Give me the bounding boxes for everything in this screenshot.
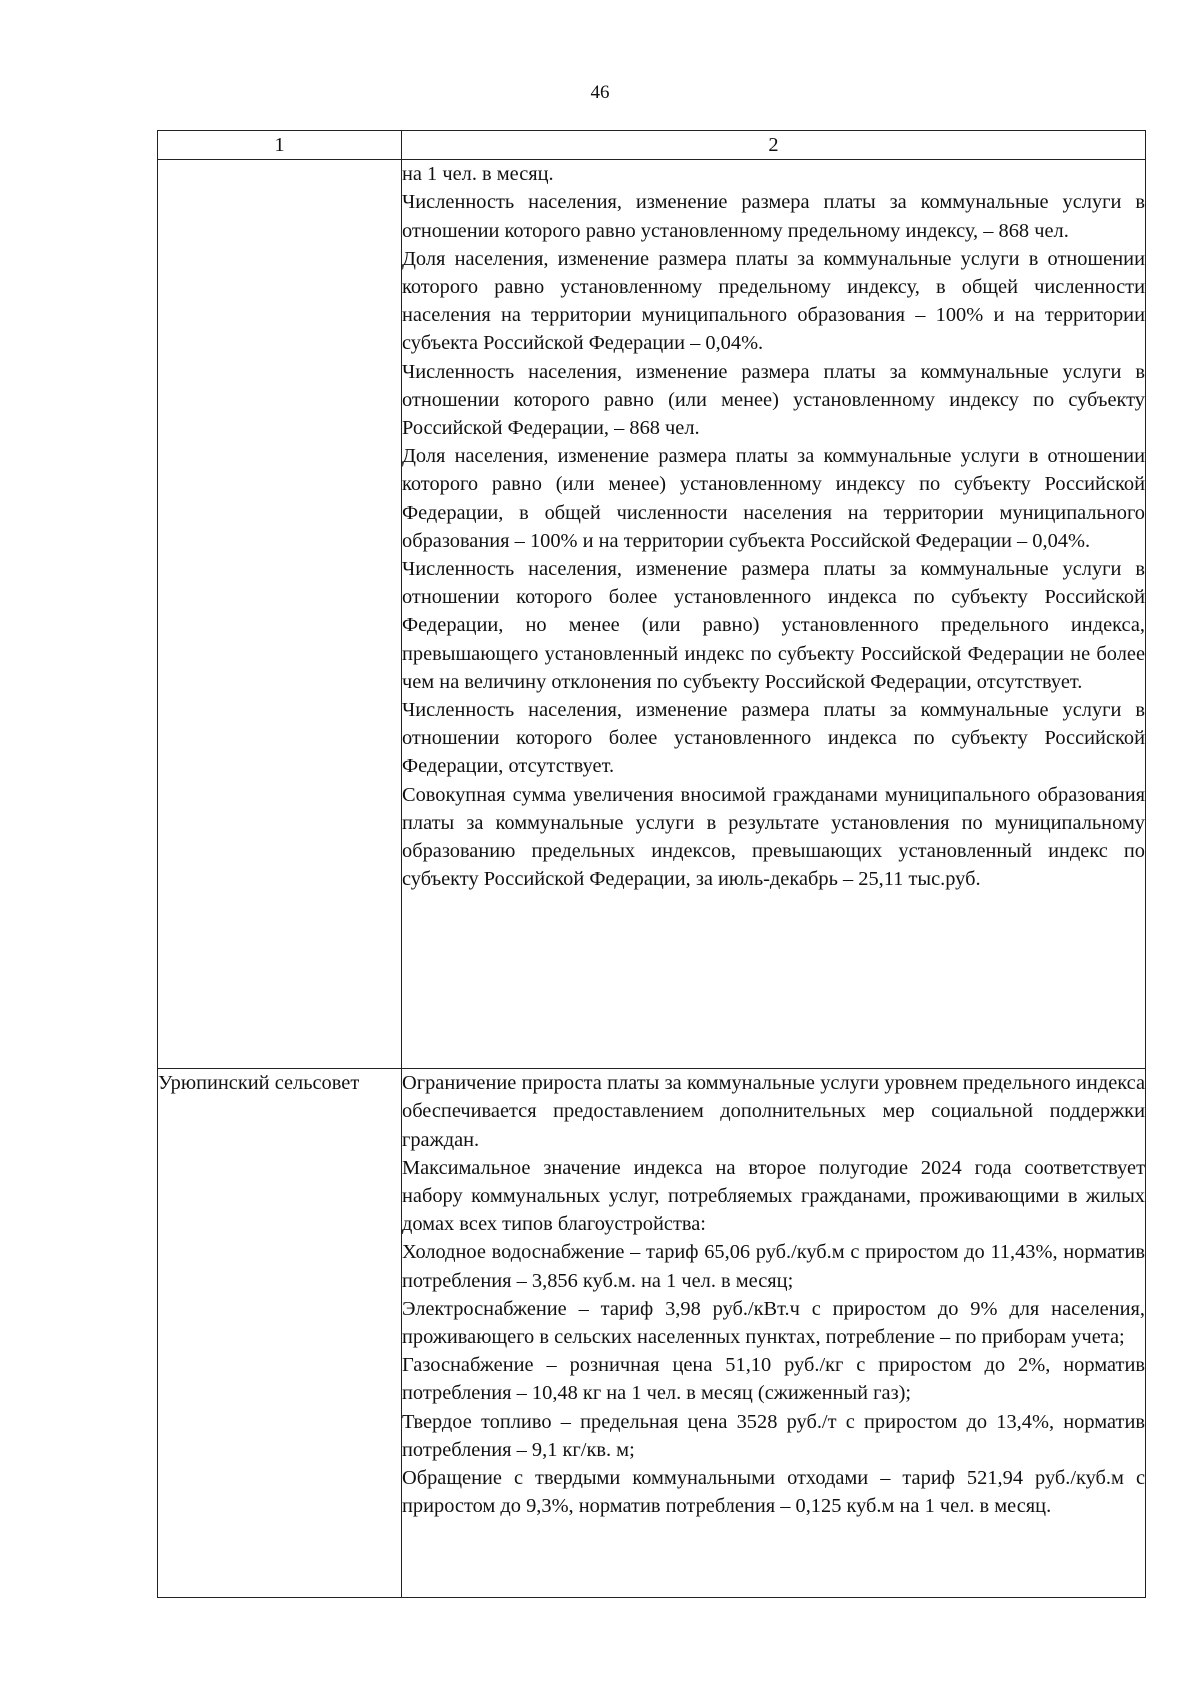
paragraph: Обращение с твердыми коммунальными отходами – тариф 521,94 руб./куб.м с приростом до 9,3%, норматив потребления – 0,125 куб.м на 1 чел. в месяц. [402, 1467, 1145, 1518]
paragraph: Доля населения, изменение размера платы за коммунальные услуги в отношении которого равно (или менее) установленному индексу по субъекту Российской Федерации, в общей численности населения на территории муниципального образования – 100% и на территории субъекта Российской Федерации – 0,04%. [402, 445, 1145, 552]
paragraph: Совокупная сумма увеличения вносимой гражданами муниципального образования платы за коммунальные услуги в результате установления по муниципальному образованию предельных индексов, превышающих установленный индекс по субъекту Российской Федерации, за июль-декабрь – 25,11 тыс.руб. [402, 783, 1145, 891]
paragraph: на 1 чел. в месяц. [402, 163, 554, 186]
paragraph: Электроснабжение – тариф 3,98 руб./кВт.ч с приростом до 9% для населения, проживающего в сельских населенных пунктах, потребление – по приборам учета; [402, 1297, 1145, 1349]
table-header-row [158, 131, 1146, 160]
paragraph: Газоснабжение – розничная цена 51,10 руб./кг с приростом до 2%, норматив потребления – 10,48 кг на 1 чел. в месяц (сжиженный газ); [402, 1354, 1145, 1405]
description-cell [402, 1069, 1146, 1598]
paragraph: Холодное водоснабжение – тариф 65,06 руб./куб.м с приростом до 11,43%, норматив потребления – 3,856 куб.м. на 1 чел. в месяц; [402, 1241, 1145, 1292]
municipality-name-cell: Урюпинский сельсовет [158, 1069, 402, 1598]
paragraph: Твердое топливо – предельная цена 3528 руб./т с приростом до 13,4%, норматив потребления – 9,1 кг/кв. м; [402, 1410, 1145, 1461]
column-header-1: 1 [158, 131, 402, 160]
table-row [158, 160, 1146, 1069]
paragraph: Доля населения, изменение размера платы за коммунальные услуги в отношении которого равно установленному предельному индексу, в общей численности населения на территории муниципального образования – 100% и на территории субъекта Российской Федерации – 0,04%. [402, 247, 1145, 355]
table-row [158, 1069, 1146, 1598]
description-cell [402, 160, 1146, 1069]
paragraph: Численность населения, изменение размера платы за коммунальные услуги в отношении которого более установленного индекса по субъекту Российской Федерации, но менее (или равно) установленного предельного индекса, превышающего установленный индекс по субъекту Российской Федерации не более чем на величину отклонения по субъекту Российской Федерации, отсутствует. [402, 558, 1145, 693]
column-header-2: 2 [402, 131, 1146, 160]
paragraph: Численность населения, изменение размера платы за коммунальные услуги в отношении которого более установленного индекса по субъекту Российской Федерации, отсутствует. [402, 699, 1145, 778]
paragraph: Максимальное значение индекса на второе полугодие 2024 года соответствует набору коммунальных услуг, потребляемых гражданами, проживающими в жилых домах всех типов благоустройства: [402, 1156, 1145, 1236]
document-table [157, 130, 1146, 1598]
paragraph: Численность населения, изменение размера платы за коммунальные услуги в отношении которого равно установленному предельному индексу, – 868 чел. [402, 191, 1145, 242]
municipality-name-cell [158, 160, 402, 1069]
paragraph: Ограничение прироста платы за коммунальные услуги уровнем предельного индекса обеспечивается предоставлением дополнительных мер социальной поддержки граждан. [402, 1072, 1145, 1151]
paragraph: Численность населения, изменение размера платы за коммунальные услуги в отношении которого равно (или менее) установленному индексу по субъекту Российской Федерации, – 868 чел. [402, 360, 1145, 440]
page-number: 46 [590, 82, 610, 103]
